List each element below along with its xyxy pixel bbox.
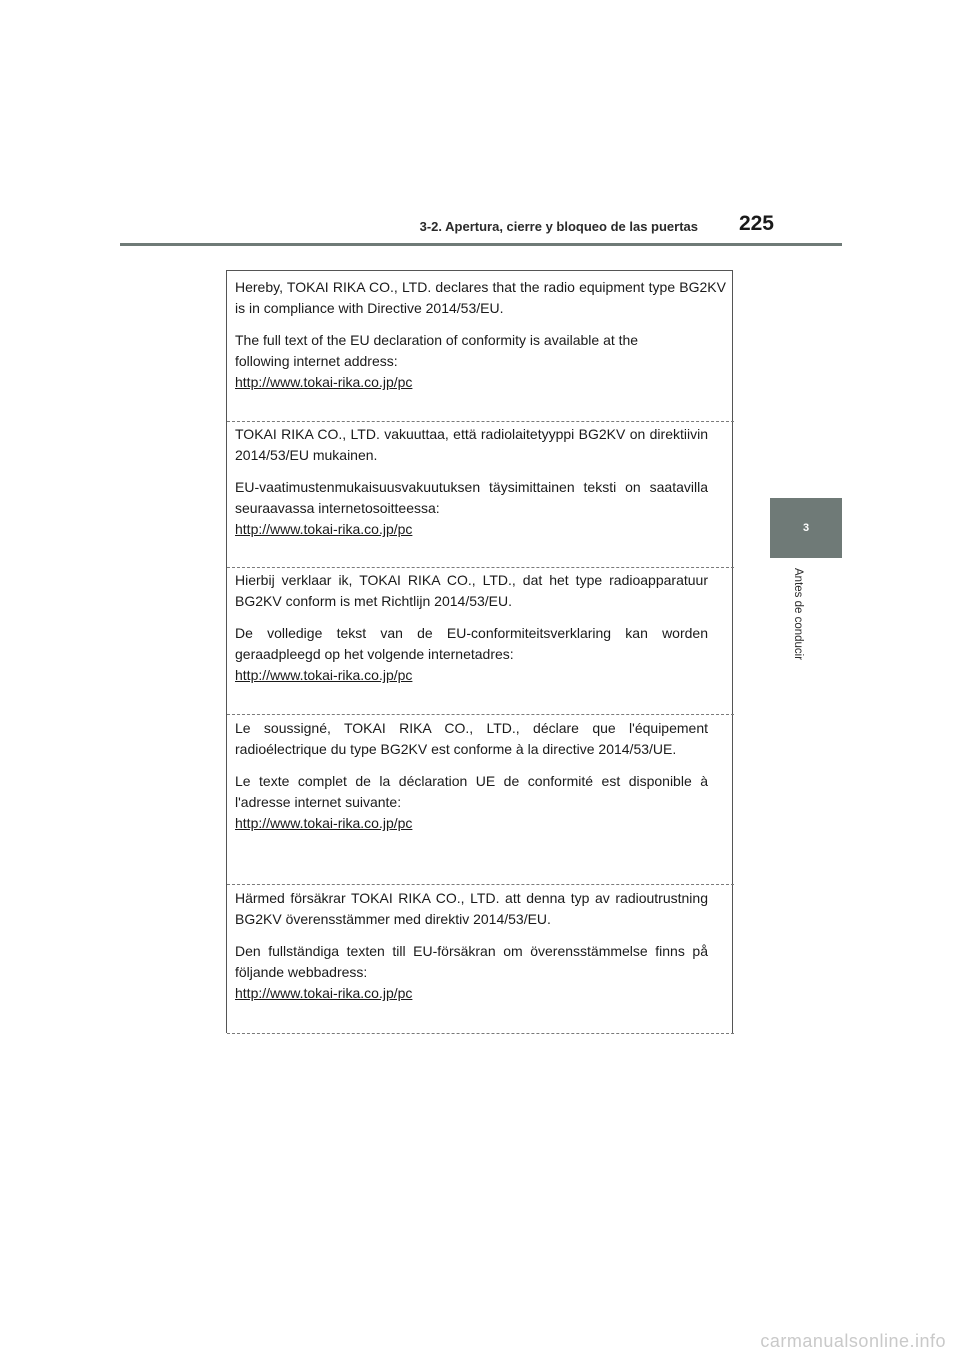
section-title: 3-2. Apertura, cierre y bloqueo de las puertas (419, 219, 698, 234)
declaration-statement: Härmed försäkrar TOKAI RIKA CO., LTD. att denna typ av radioutrustning BG2KV överensstämmer med direktiv 2014/53/EU. (235, 890, 708, 927)
declaration-statement: Le soussigné, TOKAI RIKA CO., LTD., déclare que l'équipement radioélectrique du type BG2KV est conforme à la directive 2014/53/UE. (235, 720, 708, 757)
declaration-finnish (227, 422, 734, 568)
declaration-statement: Hereby, TOKAI RIKA CO., LTD. declares that the radio equipment type BG2KV is in compliance with Directive 2014/53/EU. (235, 279, 726, 316)
declaration-statement: Hierbij verklaar ik, TOKAI RIKA CO., LTD., dat het type radioapparatuur BG2KV conform is met Richtlijn 2014/53/EU. (235, 572, 708, 609)
watermark: carmanualsonline.info (760, 1331, 946, 1351)
declaration-url-link[interactable]: http://www.tokai-rika.co.jp/pc (235, 815, 413, 831)
declaration-url-link[interactable]: http://www.tokai-rika.co.jp/pc (235, 667, 413, 683)
declaration-url-link[interactable]: http://www.tokai-rika.co.jp/pc (235, 985, 413, 1001)
declaration-fulltext-note: Den fullständiga texten till EU-försäkran om överensstämmelse finns på följande webbadress: (235, 943, 708, 980)
chapter-tab[interactable] (770, 498, 842, 558)
page-header (120, 212, 840, 246)
declaration-fulltext-note: De volledige tekst van de EU-conformiteitsverklaring kan worden geraadpleegd op het volgende internetadres: (235, 625, 708, 662)
page-number: 225 (738, 212, 774, 235)
chapter-label: Antes de conducir (792, 568, 804, 661)
header-rule (120, 243, 842, 246)
declaration-statement: TOKAI RIKA CO., LTD. vakuuttaa, että radiolaitetyyppi BG2KV on direktiivin 2014/53/EU mukainen. (235, 426, 708, 463)
declaration-fulltext-note: The full text of the EU declaration of conformity is available at the following internet address: (235, 332, 639, 369)
declaration-url-link[interactable]: http://www.tokai-rika.co.jp/pc (235, 374, 413, 390)
chapter-number: 3 (802, 522, 810, 534)
declaration-french (227, 715, 734, 885)
declaration-fulltext-note: EU-vaatimustenmukaisuusvakuutuksen täysimittainen teksti on saatavilla seuraavassa internetosoitteessa: (235, 479, 708, 516)
declaration-fulltext-note: Le texte complet de la déclaration UE de conformité est disponible à l'adresse internet suivante: (235, 773, 708, 810)
declaration-english (227, 277, 734, 422)
declaration-dutch (227, 568, 734, 715)
declaration-box (226, 270, 733, 1033)
declaration-swedish (227, 885, 734, 1034)
declaration-url-link[interactable]: http://www.tokai-rika.co.jp/pc (235, 521, 413, 537)
